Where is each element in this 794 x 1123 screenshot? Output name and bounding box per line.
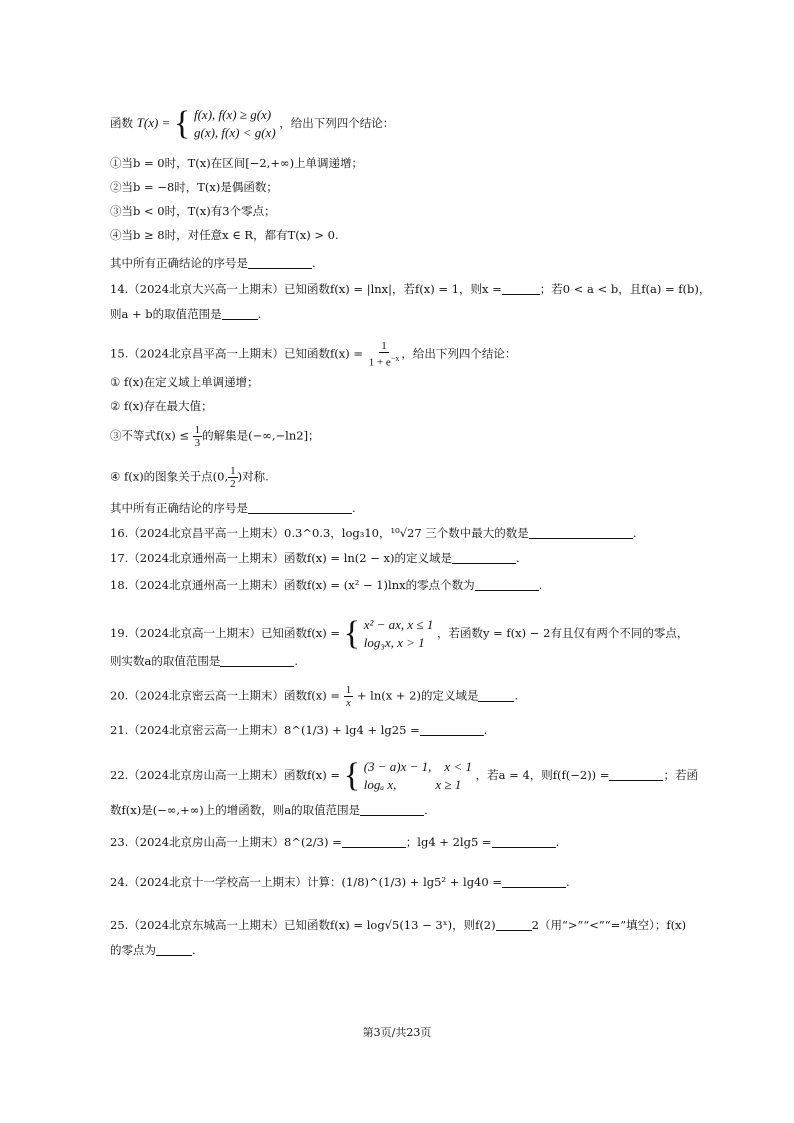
- q13-def: 函数 T(x) = { f(x), f(x) ≥ g(x) g(x), f(x) < g(x) ，给出下列四个结论：: [110, 105, 395, 142]
- q21: 21.（2024北京密云高一上期末）8^(1/3) + lg4 + lg25 = .: [110, 723, 488, 737]
- answer-blank[interactable]: [492, 835, 556, 848]
- q15-item3: ③不等式f(x) ≤ $\frac{1}{3}$ 的解集是(−∞,−ln2]；: [110, 424, 320, 449]
- q25-line1: 25.（2024北京东城高一上期末）已知函数f(x) = log√5(13 − 3ˣ)，则f(2) 2（用“>”“<”“=”填空）；f(x): [110, 918, 687, 932]
- q22-line1: 22.（2024北京房山高一上期末）函数f(x) = { (3 − a)x − 1, x < 1 logₐ x, x ≥ 1 ，若a = 4，则f(f(−2)) = ；若函: [110, 757, 698, 794]
- page-footer: 第3页/共23页: [362, 1026, 432, 1039]
- q13-ask: 其中所有正确结论的序号是 .: [110, 256, 316, 270]
- q15-ask: 其中所有正确结论的序号是 .: [110, 501, 356, 515]
- answer-blank[interactable]: [475, 578, 539, 591]
- q13-item1: ①当b = 0时，T(x)在区间[−2,+∞)上单调递增；: [110, 156, 364, 170]
- q13-cases: f(x), f(x) ≥ g(x) g(x), f(x) < g(x): [193, 107, 276, 140]
- brace-icon: {: [343, 757, 361, 794]
- brace-icon: {: [343, 615, 361, 652]
- q25-line2: 的零点为 .: [110, 943, 196, 957]
- q13-lead: 函数: [110, 116, 133, 130]
- answer-blank[interactable]: [156, 943, 192, 956]
- q22-line2: 数f(x)是(−∞,+∞)上的增函数，则a的取值范围是 .: [110, 803, 428, 817]
- answer-blank[interactable]: [452, 551, 516, 564]
- q15-lead: 15.（2024北京昌平高一上期末）已知函数f(x) = $\frac{1}{1 + e^{-x}}$ ，给出下列四个结论：: [110, 340, 517, 369]
- q15-item2: ② f(x)存在最大值；: [110, 399, 213, 413]
- brace-icon: {: [174, 105, 191, 142]
- q13-item2: ②当b = −8时，T(x)是偶函数；: [110, 180, 278, 194]
- answer-blank[interactable]: [502, 875, 566, 888]
- q14-line2: 则a + b的取值范围是 .: [110, 307, 262, 321]
- q19-line1: 19.（2024北京高一上期末）已知函数f(x) = { x² − ax, x ≤ 1 log₃x, x > 1 ，若函数y = f(x) − 2有且仅有两个不同的零点，: [110, 615, 689, 652]
- q24: 24.（2024北京十一学校高一上期末）计算：(1/8)^(1/3) + lg5² + lg40 = .: [110, 875, 570, 889]
- answer-blank[interactable]: [496, 918, 532, 931]
- q15-fraction: $\frac{1}{1 + e^{-x}}$: [368, 340, 400, 369]
- q18: 18.（2024北京通州高一上期末）函数f(x) = (x² − 1)lnx的零点个数为 .: [110, 578, 543, 592]
- answer-blank[interactable]: [609, 768, 663, 781]
- answer-blank[interactable]: [342, 835, 406, 848]
- answer-blank[interactable]: [420, 723, 484, 736]
- answer-blank[interactable]: [502, 282, 540, 295]
- q13-item4: ④当b ≥ 8时，对任意x ∈ R，都有T(x) > 0.: [110, 228, 339, 242]
- q17: 17.（2024北京通州高一上期末）函数f(x) = ln(2 − x)的定义域是 .: [110, 551, 520, 565]
- q15-item1: ① f(x)在定义域上单调递增；: [110, 375, 259, 389]
- answer-blank[interactable]: [360, 803, 424, 816]
- q20: 20.（2024北京密云高一上期末）函数f(x) = $\frac{1}{x}$ + ln(x + 2)的定义域是 .: [110, 684, 519, 709]
- q15-item4: ④ f(x)的图象关于点(0, $\frac{1}{2}$ )对称.: [110, 465, 269, 490]
- q19-line2: 则实数a的取值范围是 .: [110, 654, 299, 668]
- q14-line1: 14.（2024北京大兴高一上期末）已知函数f(x) = |lnx|，若f(x) = 1，则x = ；若0 < a < b，且f(a) = f(b)，: [110, 282, 711, 296]
- q13-item3: ③当b < 0时，T(x)有3个零点；: [110, 204, 276, 218]
- q23: 23.（2024北京房山高一上期末）8^(2/3) = ；lg4 + 2lg5 = .: [110, 835, 560, 849]
- answer-blank[interactable]: [529, 526, 633, 539]
- answer-blank[interactable]: [248, 501, 352, 514]
- answer-blank[interactable]: [478, 689, 514, 702]
- answer-blank[interactable]: [220, 654, 294, 667]
- answer-blank[interactable]: [222, 307, 258, 320]
- q16: 16.（2024北京昌平高一上期末）0.3^0.3，log₃10，¹⁰√27 三个数中最大的数是 .: [110, 526, 637, 540]
- answer-blank[interactable]: [248, 256, 312, 269]
